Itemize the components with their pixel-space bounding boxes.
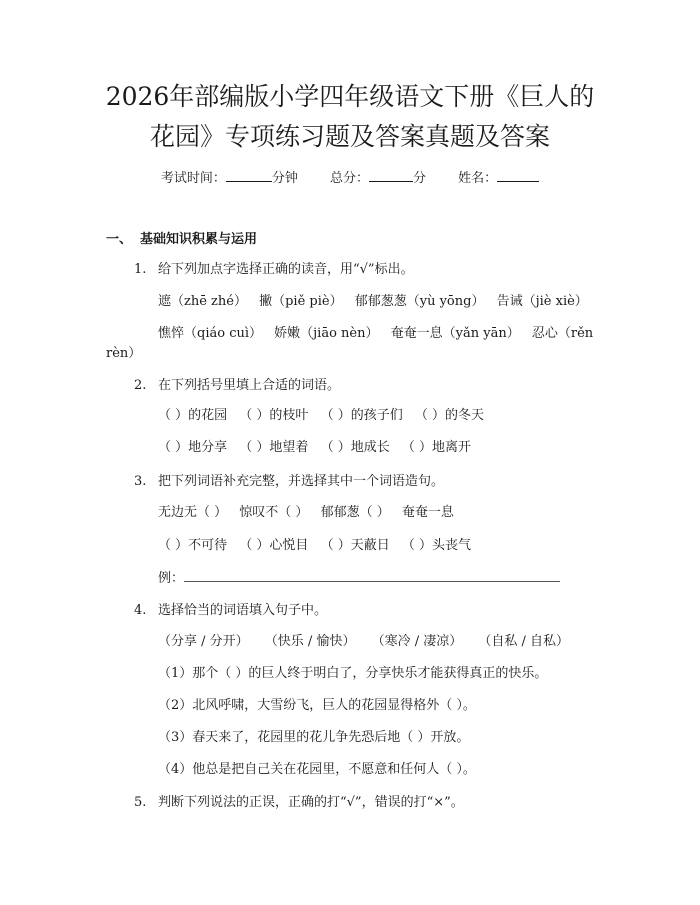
fill-item: （ ）地望着 (239, 440, 309, 455)
fill-item: （ ）地成长 (320, 440, 390, 455)
question-1 (134, 260, 414, 280)
q4-sentence-2: （2）北风呼啸，大雪纷飞，巨人的花园显得格外（ ）。 (158, 698, 476, 713)
q4-sentence-4: （4）他总是把自己关在花园里，不愿意和任何人（ ）。 (158, 762, 476, 777)
q4-sentence-3: （3）春天来了，花园里的花儿争先恐后地（ ）开放。 (158, 730, 470, 745)
q1-row2-wrap: rèn） (106, 346, 142, 361)
question-prompt: 在下列括号里填上合适的词语。 (158, 378, 341, 393)
score-label: 总分： (329, 171, 369, 186)
time-unit: 分钟 (271, 171, 298, 186)
q3-row1 (158, 503, 454, 523)
q3-example (158, 569, 560, 589)
pinyin-item: 忍心（rěn (531, 326, 594, 341)
q2-row1 (158, 406, 484, 426)
fill-item: （ ）的冬天 (414, 408, 484, 423)
pinyin-item: 憔悴（qiáo cuì） (158, 326, 263, 341)
word-option: （自私 / 自私） (478, 634, 570, 649)
word-option: （寒冷 / 凄凉） (371, 634, 463, 649)
idiom-item: 奄奄一息 (401, 505, 454, 520)
exam-info (0, 168, 700, 189)
idiom-item: （ ）头丧气 (401, 538, 471, 553)
question-number: 4. (134, 603, 147, 618)
exam-score (330, 171, 430, 186)
question-number: 3. (134, 474, 147, 489)
idiom-item: （ ）天蔽日 (320, 538, 390, 553)
section-heading (106, 228, 257, 247)
question-number: 2. (134, 378, 147, 393)
idiom-item: （ ）不可待 (158, 538, 228, 553)
question-prompt: 给下列加点字选择正确的读音，用“√”标出。 (158, 262, 414, 277)
fill-item: （ ）地离开 (401, 440, 471, 455)
section-number: 一、 (106, 232, 133, 247)
question-2 (134, 376, 340, 396)
exam-name (458, 171, 539, 186)
question-number: 5. (134, 795, 147, 810)
name-blank[interactable] (497, 168, 539, 182)
pinyin-item: 告诫（jiè xiè） (496, 294, 588, 309)
q2-row2 (158, 438, 471, 458)
q1-row2 (158, 324, 593, 344)
question-4 (134, 601, 327, 621)
question-number: 1. (134, 262, 147, 277)
example-label: 例： (158, 571, 185, 586)
question-prompt: 判断下列说法的正误，正确的打“√”，错误的打“×”。 (158, 795, 464, 810)
idiom-item: 惊叹不（ ） (239, 505, 309, 520)
q3-row2 (158, 536, 471, 556)
fill-item: （ ）的花园 (158, 408, 228, 423)
question-prompt: 选择恰当的词语填入句子中。 (158, 603, 328, 618)
fill-item: （ ）地分享 (158, 440, 228, 455)
idiom-item: （ ）心悦目 (239, 538, 309, 553)
pinyin-item: 郁郁葱葱（yù yōng） (354, 294, 485, 309)
q4-options (158, 632, 569, 652)
pinyin-item: 奄奄一息（yǎn yān） (390, 326, 520, 341)
sentence-blank[interactable] (184, 569, 560, 582)
pinyin-item: 撇（piě piè） (259, 294, 343, 309)
exam-time (161, 171, 302, 186)
name-label: 姓名： (458, 171, 498, 186)
fill-item: （ ）的枝叶 (239, 408, 309, 423)
word-option: （分享 / 分开） (158, 634, 249, 649)
document-title-line1: 2026年部编版小学四年级语文下册《巨人的 (105, 82, 595, 111)
pinyin-item: 娇嫩（jiāo nèn） (274, 326, 379, 341)
question-5 (134, 793, 464, 813)
pinyin-item: 遮（zhē zhé） (158, 294, 247, 309)
word-option: （快乐 / 愉快） (264, 634, 356, 649)
document-title-line2: 花园》专项练习题及答案真题及答案 (149, 122, 550, 151)
question-prompt: 把下列词语补充完整，并选择其中一个词语造句。 (158, 474, 445, 489)
idiom-item: 无边无（ ） (158, 505, 228, 520)
q1-row1 (158, 292, 588, 312)
question-3 (134, 472, 444, 492)
section-title: 基础知识积累与运用 (140, 232, 258, 247)
time-blank[interactable] (226, 168, 272, 182)
q4-sentence-1: （1）那个（ ）的巨人终于明白了，分享快乐才能获得真正的快乐。 (158, 666, 548, 681)
fill-item: （ ）的孩子们 (320, 408, 403, 423)
score-unit: 分 (413, 171, 427, 186)
idiom-item: 郁郁葱（ ） (320, 505, 390, 520)
time-label: 考试时间： (160, 171, 226, 186)
score-blank[interactable] (369, 168, 413, 182)
